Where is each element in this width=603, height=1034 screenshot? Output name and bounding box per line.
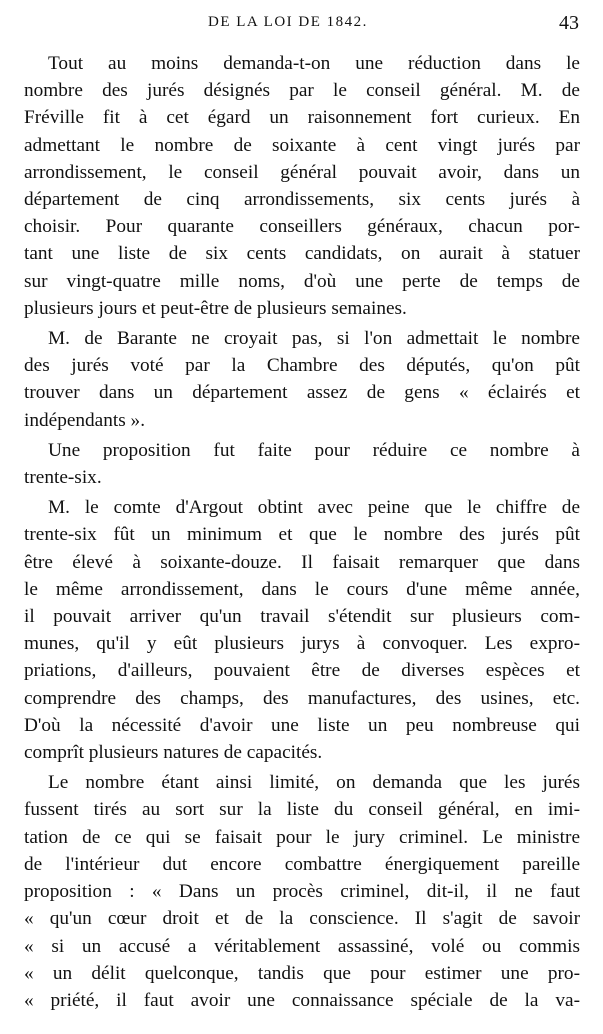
text-line: M. le comte d'Argout obtint avec peine que le chiffre de [48, 497, 580, 519]
paragraph [24, 325, 580, 434]
text-line: nombre des jurés désignés par le conseil général. M. de [24, 80, 580, 102]
text-line: indépendants ». [24, 409, 146, 431]
body-text [24, 50, 580, 1014]
text-line: trente-six fût un minimum et que le nombre des jurés pût [24, 524, 580, 546]
text-line: priations, d'ailleurs, pouvaient être de diverses espèces et [24, 660, 580, 682]
text-line: comprendre des champs, des manufactures, des usines, etc. [24, 687, 580, 709]
text-line: tation de ce qui se faisait pour le jury criminel. Le ministre [24, 826, 580, 848]
text-line: M. de Barante ne croyait pas, si l'on admettait le nombre [48, 328, 580, 350]
text-line: trouver dans un département assez de gens « éclairés et [24, 382, 580, 404]
text-line: Tout au moins demanda-t-on une réduction dans le [48, 53, 580, 74]
running-title: DE LA LOI DE 1842. [208, 14, 368, 30]
paragraph [24, 769, 580, 1014]
paragraph [24, 437, 580, 491]
text-line: Une proposition fut faite pour réduire ce nombre à [48, 439, 580, 461]
text-line: « priété, il faut avoir une connaissance spéciale de la va- [24, 989, 580, 1011]
text-line: des jurés voté par la Chambre des députés, qu'on pût [24, 355, 580, 377]
text-line: « si un accusé a véritablement assassiné, volé ou commis [24, 935, 580, 957]
text-line: « un délit quelconque, tandis que pour estimer une pro- [24, 962, 580, 984]
text-line: département de cinq arrondissements, six cents jurés à [24, 189, 580, 211]
text-line: de l'intérieur dut encore combattre énergiquement pareille [24, 853, 580, 875]
text-line: être élevé à soixante-douze. Il faisait remarquer que dans [24, 551, 580, 573]
text-line: munes, qu'il y eût plusieurs jurys à convoquer. Les expro- [24, 633, 580, 655]
text-line: arrondissement, le conseil général pouvait avoir, dans un [24, 161, 580, 183]
text-line: Le nombre étant ainsi limité, on demanda que les jurés [48, 772, 580, 794]
text-line: sur vingt-quatre mille noms, d'où une perte de temps de [24, 270, 580, 292]
text-line: plusieurs jours et peut-être de plusieurs semaines. [24, 297, 407, 319]
text-line: Fréville fit à cet égard un raisonnement fort curieux. En [24, 107, 580, 129]
text-line: trente-six. [24, 467, 102, 489]
text-line: admettant le nombre de soixante à cent vingt jurés par [24, 134, 580, 156]
text-line: proposition : « Dans un procès criminel, dit-il, il ne faut [24, 881, 580, 903]
paragraph [24, 494, 580, 766]
text-line: choisir. Pour quarante conseillers généraux, chacun por- [24, 216, 580, 238]
text-line: il pouvait arriver qu'un travail s'étendit sur plusieurs com- [24, 606, 580, 628]
page-number: 43 [559, 12, 579, 34]
text-line: tant une liste de six cents candidats, on aurait à statuer [24, 243, 580, 265]
page-header [0, 14, 603, 40]
text-line: D'où la nécessité d'avoir une liste un peu nombreuse qui [24, 714, 580, 736]
text-line: comprît plusieurs natures de capacités. [24, 742, 323, 764]
text-line: fussent tirés au sort sur la liste du conseil général, en imi- [24, 799, 580, 821]
text-line: le même arrondissement, dans le cours d'une même année, [24, 578, 580, 600]
text-line: « qu'un cœur droit et de la conscience. Il s'agit de savoir [24, 908, 580, 930]
paragraph [24, 50, 580, 322]
